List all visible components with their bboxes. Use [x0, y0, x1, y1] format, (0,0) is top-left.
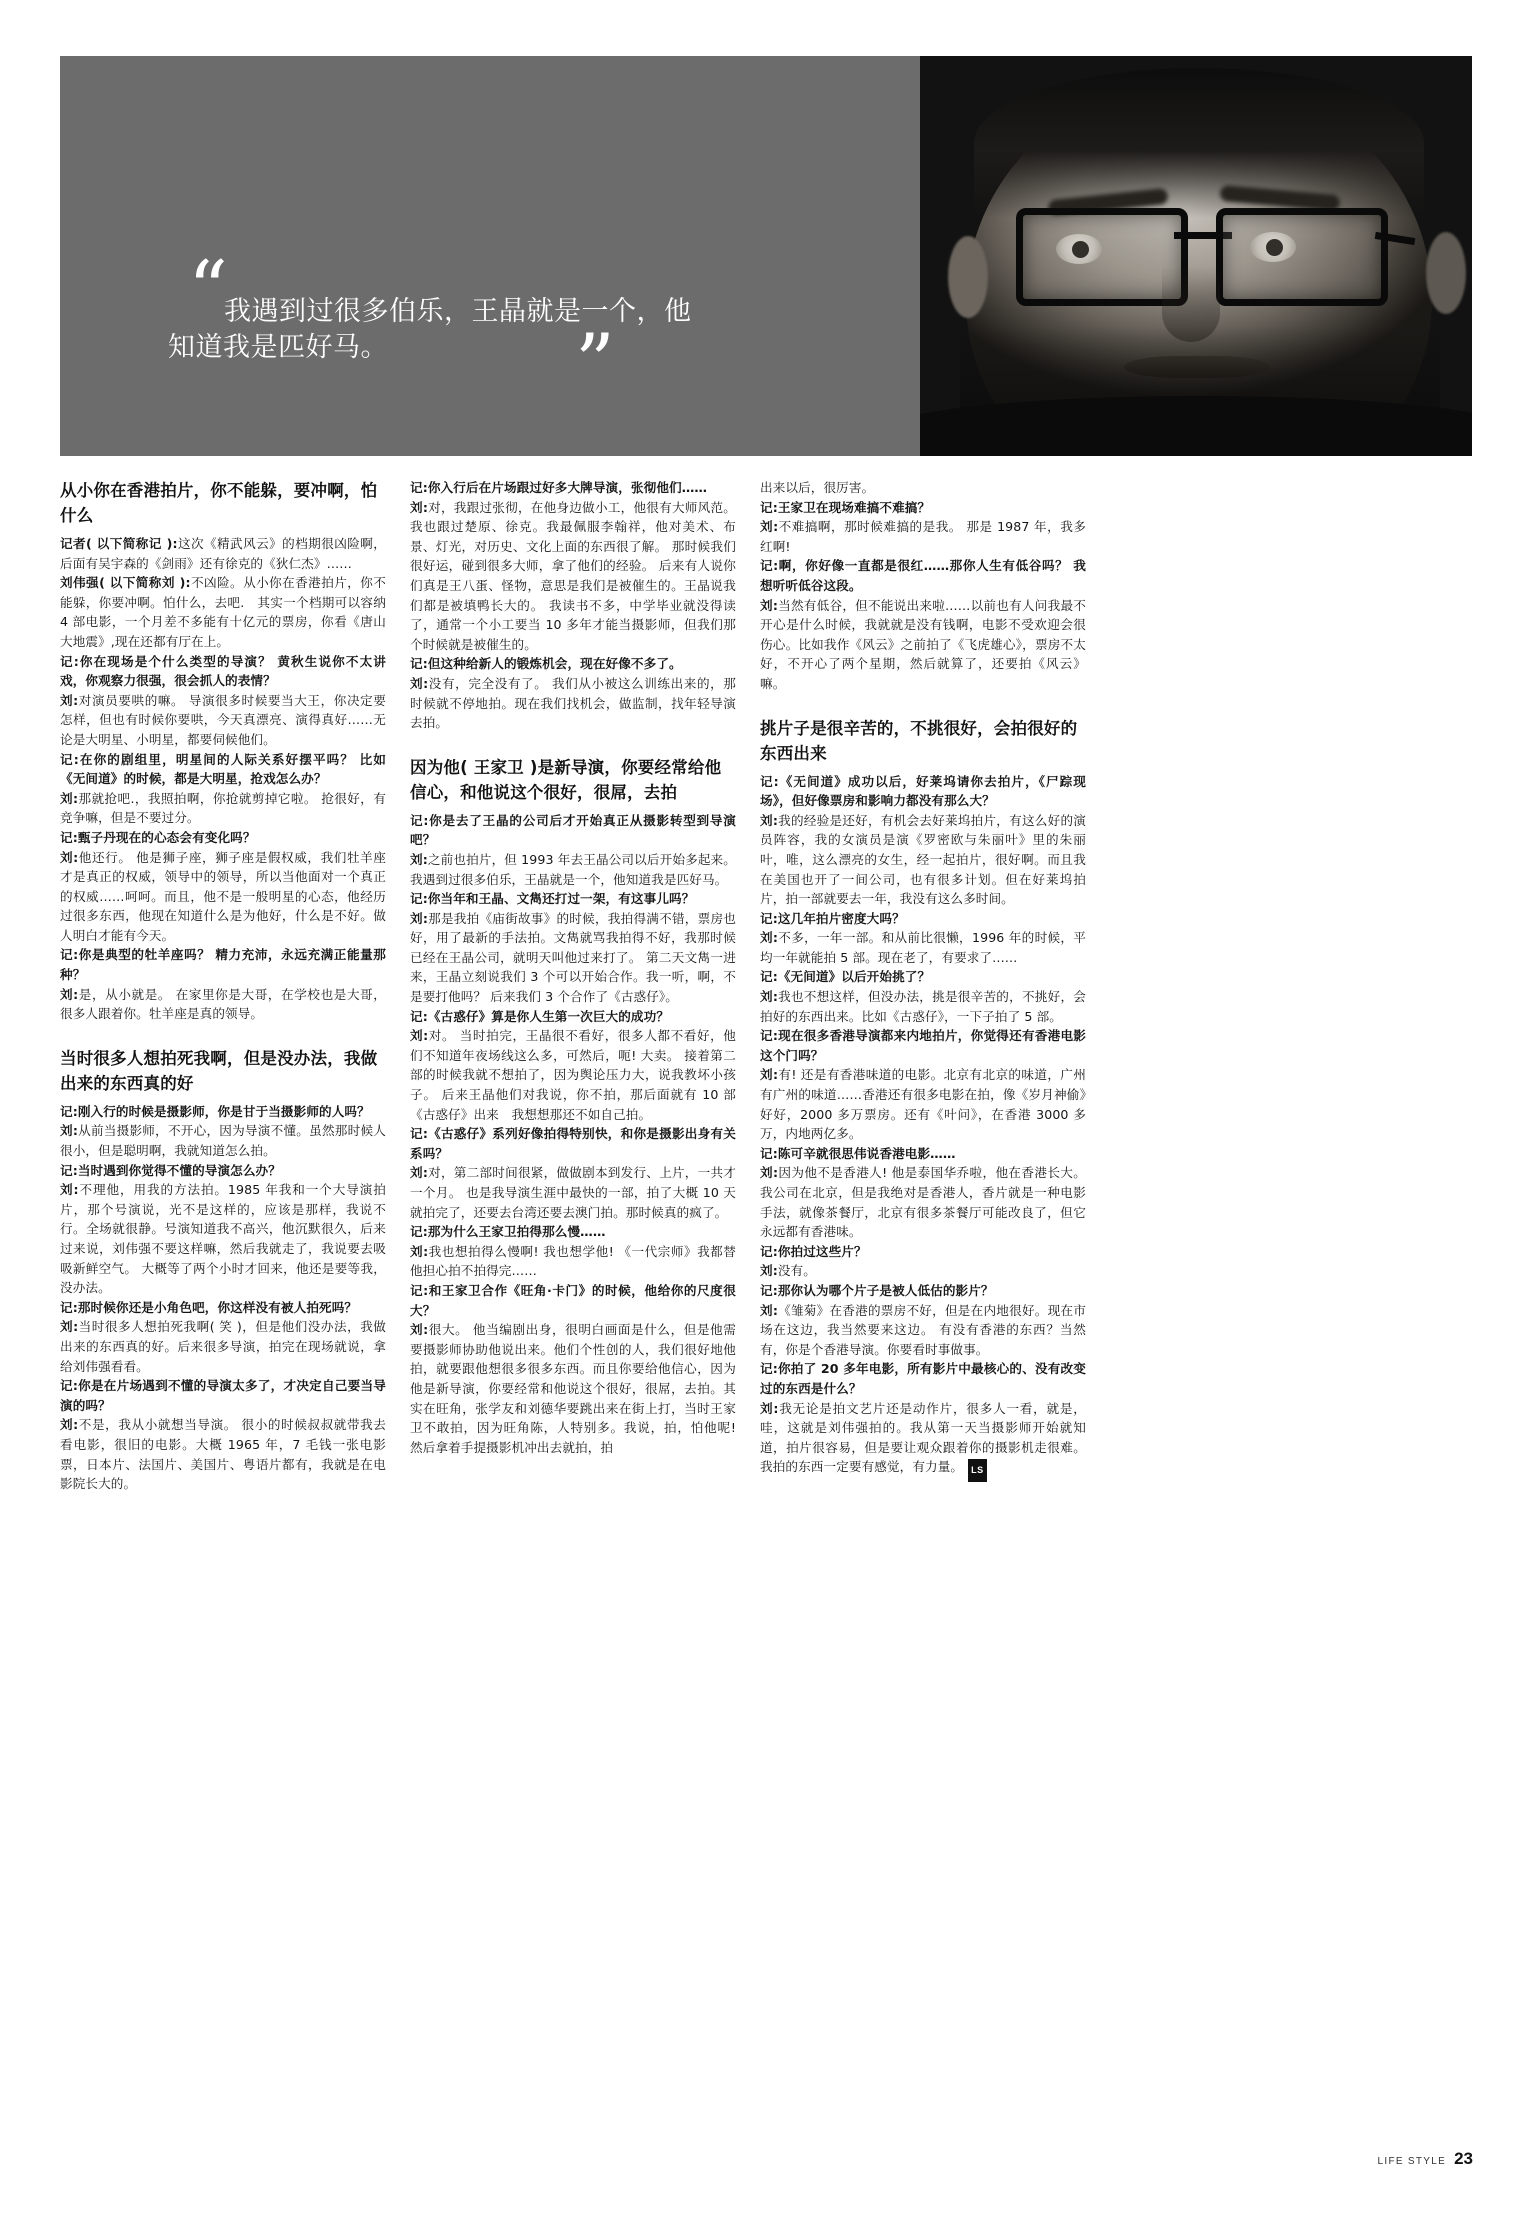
answer-paragraph — [410, 1320, 736, 1457]
answer-paragraph — [60, 985, 386, 1024]
question-paragraph: 记:但这种给新人的锻炼机会，现在好像不多了。 — [410, 656, 682, 672]
answer-paragraph — [410, 1026, 736, 1124]
question-paragraph: 记:你入行后在片场跟过好多大牌导演，张彻他们…… — [410, 480, 708, 495]
ear-left — [948, 236, 988, 318]
paragraph-text: 对。 当时拍完，王晶很不看好，很多人都不看好，他们不知道年夜场线这么多，可然后，呃! 大卖。 接着第二部的时候我就不想拍了，因为舆论压力大，说我教坏小孩子。 后来王晶他们对我说，你不拍，那后面就有 10 部《古惑仔》出来 我想想那还不如自己拍。 — [410, 1028, 736, 1122]
paragraph-text: 对，第二部时间很紧，做做剧本到发行、上片，一共才一个月。 也是我导演生涯中最快的一部，拍了大概 10 天就拍完了，还要去台湾还要去澳门拍。那时候真的疯了。 — [410, 1165, 736, 1220]
paragraph-text: 我无论是拍文艺片还是动作片，很多人一看，就是，哇，这就是刘伟强拍的。我从第一天当摄影师开始就知道，拍片很容易，但是要让观众跟着你的摄影机走很难。我拍的东西一定要有感觉，有力量。 — [760, 1400, 1086, 1475]
pull-quote-panel — [60, 56, 820, 456]
answer-paragraph — [60, 1415, 386, 1493]
paragraph-text: 对，我跟过张彻，在他身边做小工，他很有大师风范。我也跟过楚原、徐克。我最佩服李翰祥，他对美术、布景、灯光，对历史、文化上面的东西很了解。 那时候我们很好运，碰到很多大师，拿了他们的经验。 后来有人说你们真是王八蛋、怪物，意思是我们是被催生的。王晶说我们都是被填鸭长大的。 我读书不多，中学毕业就没得读了，通常一个小工要当 10 多年才能当摄影师，但我们那个时候就是被催生的。 — [410, 499, 736, 652]
answer-paragraph — [760, 1163, 1086, 1241]
paragraph-text: 不理他，用我的方法拍。1985 年我和一个大导演拍片，那个号演说，光不是这样的，应该是那样，我说不行。全场就很静。号演知道我不高兴，他沉默很久，后来过来说，刘伟强不要这样嘛，然后我就走了，我说要去吸吸新鲜空气。 大概等了两个小时才回来，他还是要等我，没办法。 — [60, 1182, 386, 1296]
speaker-label: 刘: — [410, 1028, 429, 1044]
magazine-name: LIFE STYLE — [1377, 2156, 1447, 2167]
speaker-label: 刘: — [60, 849, 79, 865]
question-paragraph: 记:这几年拍片密度大吗？ — [760, 910, 905, 926]
speaker-label: 刘: — [760, 1302, 778, 1318]
speaker-label: 刘: — [760, 597, 778, 613]
question-paragraph: 记:你拍了 20 多年电影，所有影片中最核心的、没有改变过的东西是什么？ — [760, 1361, 1086, 1396]
question-paragraph: 记:甄子丹现在的心态会有变化吗？ — [60, 829, 256, 845]
paragraph-text: 那是我拍《庙街故事》的时候，我拍得满不错，票房也好，用了最新的手法拍。文雋就骂我拍得不好，我那时候已经在王晶公司，就明天叫他过来打了。 第二天文雋一进来，王晶立刻说我们 3 个可以开始合作。我一听，啊，不是要打他吗？ 后来我们 3 个合作了《古惑仔》。 — [410, 910, 736, 1005]
question-paragraph: 记:你是典型的牡羊座吗？ 精力充沛，永远充满正能量那种？ — [60, 947, 386, 983]
lens-right — [1216, 208, 1388, 306]
paragraph-text: 对演员要哄的嘛。 导演很多时候要当大王，你决定要怎样，但也有时候你要哄，今天真漂亮、演得真好……无论是大明星、小明星，都要伺候他们。 — [60, 692, 386, 747]
shoulders — [920, 396, 1472, 456]
question-paragraph: 记:啊，你好像一直都是很红……那你人生有低谷吗？ 我想听听低谷这段。 — [760, 558, 1086, 593]
question-paragraph: 记:那时候你还是小角色吧，你这样没有被人拍死吗？ — [60, 1299, 358, 1315]
speaker-label: 刘: — [760, 519, 779, 535]
question-paragraph: 记:在你的剧组里，明星间的人际关系好摆平吗？ 比如《无间道》的时候，都是大明星，抢戏怎么办？ — [60, 751, 386, 787]
speaker-label: 记者( 以下简称记 ): — [60, 536, 178, 551]
speaker-label: 刘: — [60, 1182, 79, 1198]
section-heading: 挑片子是很辛苦的，不挑很好，会拍很好的东西出来 — [760, 718, 1078, 763]
question-paragraph: 记:现在很多香港导演都来内地拍片，你觉得还有香港电影这个门吗？ — [760, 1028, 1086, 1063]
speaker-label: 刘: — [410, 1322, 429, 1338]
paragraph-text: 我也不想这样，但没办法，挑是很辛苦的，不挑好，会拍好的东西出来。比如《古惑仔》，一下子拍了 5 部。 — [760, 989, 1086, 1024]
speaker-label: 刘: — [410, 910, 428, 926]
speaker-label: 刘: — [60, 790, 79, 806]
paragraph-text: 《雏菊》在香港的票房不好，但是在内地很好。现在市场在这边，我当然要来这边。 有没有香港的东西？当然有，你是个香港导演。你要看时事做事。 — [760, 1302, 1086, 1357]
question-paragraph: 记:你当年和王晶、文雋还打过一架，有这事儿吗？ — [410, 891, 695, 907]
speaker-label: 刘: — [410, 1165, 428, 1181]
answer-paragraph — [60, 534, 386, 573]
answer-paragraph — [760, 1065, 1086, 1143]
speaker-label: 刘伟强( 以下简称刘 ): — [60, 575, 191, 591]
paragraph-text: 之前也拍片，但 1993 年去王晶公司以后开始多起来。我遇到过很多伯乐，王晶就是一个，他知道我是匹好马。 — [410, 851, 736, 887]
answer-paragraph — [410, 1242, 736, 1281]
paragraph-text: 这次《精武风云》的档期很凶险啊，后面有吴宇森的《剑雨》还有徐克的《狄仁杰》…… — [60, 536, 386, 571]
speaker-label: 刘: — [760, 930, 779, 946]
quote-close-icon: ” — [575, 318, 617, 408]
answer-paragraph — [760, 517, 1086, 556]
section-heading: 因为他( 王家卫 )是新导演，你要经常给他信心，和他说这个很好，很屌，去拍 — [410, 757, 722, 802]
text-column — [410, 478, 736, 1494]
question-paragraph: 记:《无间道》成功以后，好莱坞请你去拍片，《尸踪现场》，但好像票房和影响力都没有那么大？ — [760, 773, 1086, 809]
speaker-label: 刘: — [760, 989, 778, 1005]
paragraph-text: 是，从小就是。 在家里你是大哥，在学校也是大哥，很多人跟着你。牡羊座是真的领导。 — [60, 986, 386, 1022]
question-paragraph: 记:你是在片场遇到不懂的导演太多了，才决定自己要当导演的吗？ — [60, 1378, 386, 1413]
paragraph-text: 当时很多人想拍死我啊( 笑 )，但是他们没办法，我做出来的东西真的好。后来很多导演，拍完在现场就说，拿给刘伟强看看。 — [60, 1319, 386, 1374]
answer-paragraph — [60, 789, 386, 828]
speaker-label: 刘: — [60, 1417, 79, 1433]
speaker-label: 刘: — [60, 1319, 79, 1335]
speaker-label: 刘: — [760, 1400, 779, 1416]
speaker-label: 刘: — [60, 1123, 78, 1139]
paragraph-text: 因为他不是香港人! 他是泰国华乔啦，他在香港长大。我公司在北京，但是我绝对是香港人，香片就是一种电影手法，就像茶餐厅，北京有很多茶餐厅可能改良了，但它永远都有香港味。 — [760, 1165, 1086, 1240]
question-paragraph: 记:《无间道》以后开始挑了？ — [760, 969, 931, 985]
paragraph-text: 没有，完全没有了。 我们从小被这么训练出来的，那时候就不停地拍。现在我们找机会，做监制，找年轻导演去拍。 — [410, 675, 736, 731]
answer-paragraph — [760, 1399, 1086, 1482]
speaker-label: 刘: — [760, 1263, 778, 1279]
question-paragraph: 记:刚入行的时候是摄影师，你是甘于当摄影师的人吗？ — [60, 1103, 370, 1119]
hero-banner — [60, 56, 1472, 456]
answer-paragraph — [60, 848, 386, 946]
section-heading: 从小你在香港拍片，你不能躲，要冲啊，怕什么 — [60, 481, 378, 525]
question-paragraph: 记:那你认为哪个片子是被人低估的影片？ — [760, 1282, 994, 1298]
paragraph-text: 有! 还是有香港味道的电影。北京有北京的味道，广州有广州的味道……香港还有很多电影在拍，像《岁月神偷》好好，2000 多万票房。还有《叶问》，在香港 3000 多万，内地两亿多。 — [760, 1067, 1086, 1142]
answer-paragraph — [760, 1301, 1086, 1360]
paragraph-text: 我的经验是还好，有机会去好莱坞拍片，有这么好的演员阵容，我的女演员是演《罗密欧与朱丽叶》里的朱丽叶，唯，这么漂亮的女生，经一起拍片，很好啊。而且我在美国也开了一间公司，也有很多计划。但在好莱坞拍片，拍一部就要去一年，我没有这么多时间。 — [760, 812, 1086, 907]
answer-paragraph — [60, 573, 386, 651]
answer-paragraph — [410, 850, 736, 889]
question-paragraph: 记:《古惑仔》算是你人生第一次巨大的成功？ — [410, 1008, 670, 1024]
question-paragraph: 记:《古惑仔》系列好像拍得特别快，和你是摄影出身有关系吗？ — [410, 1126, 736, 1161]
question-paragraph: 记:当时遇到你觉得不懂的导演怎么办？ — [60, 1162, 281, 1178]
answer-paragraph — [760, 1261, 1086, 1281]
question-paragraph: 记:你在现场是个什么类型的导演？ 黄秋生说你不太讲戏，你观察力很强，很会抓人的表情？ — [60, 653, 386, 689]
paragraph-text: 没有。 — [777, 1263, 816, 1279]
text-column — [760, 478, 1086, 1494]
question-paragraph: 记:那为什么王家卫拍得那么慢…… — [410, 1224, 606, 1240]
speaker-label: 刘: — [410, 851, 428, 867]
answer-paragraph — [760, 811, 1086, 909]
quote-open-icon: “ — [188, 245, 230, 335]
text-column — [60, 478, 386, 1494]
question-paragraph: 记:陈可辛就很思伟说香港电影…… — [760, 1145, 956, 1161]
ear-right — [1426, 232, 1466, 314]
page-number: 23 — [1454, 2149, 1473, 2168]
question-paragraph: 记:王家卫在现场难搞不难搞？ — [760, 499, 931, 515]
answer-paragraph — [410, 909, 736, 1007]
speaker-label: 刘: — [60, 986, 79, 1002]
portrait-photo — [920, 56, 1472, 456]
pull-quote-text: 我遇到过很多伯乐，王晶就是一个，他知道我是匹好马。 — [168, 296, 692, 363]
speaker-label: 刘: — [410, 1243, 429, 1259]
question-paragraph: 记:你拍过这些片？ — [760, 1243, 867, 1259]
paragraph-text: 不是，我从小就想当导演。 很小的时候叔叔就带我去看电影，很旧的电影。大概 1965 年，7 毛钱一张电影票，日本片、法国片、美国片、粤语片都有，我就是在电影院长大的。 — [60, 1417, 386, 1492]
speaker-label: 刘: — [760, 1165, 779, 1181]
paragraph-text: 不凶险。从小你在香港拍片，你不能躲，你要冲啊。怕什么，去吧. 其实一个档期可以容纳 4 部电影，一个月差不多能有十亿元的票房，你看《唐山大地震》,现在还都有厅在上。 — [60, 575, 386, 649]
question-paragraph: 记:和王家卫合作《旺角·卡门》的时候，他给你的尺度很大？ — [410, 1282, 736, 1318]
answer-paragraph — [60, 1121, 386, 1160]
answer-paragraph — [760, 596, 1086, 694]
speaker-label: 刘: — [60, 692, 79, 708]
paragraph-text: 从前当摄影师，不开心，因为导演不懂。虽然那时候人很小，但是聪明啊，我就知道怎么拍。 — [60, 1123, 386, 1159]
answer-paragraph — [60, 691, 386, 750]
paragraph-text: 当然有低谷，但不能说出来啦……以前也有人问我最不开心是什么时候，我就就是没有钱啊，电影不受欢迎会很伤心。比如我作《风云》之前拍了《飞虎雄心》，票房不太好，不开心了两个星期，然后就算了，还要拍《风云》嘛。 — [760, 597, 1086, 691]
speaker-label: 刘: — [410, 675, 429, 691]
answer-paragraph — [760, 987, 1086, 1026]
answer-paragraph — [410, 498, 736, 655]
answer-paragraph — [410, 674, 736, 733]
answer-paragraph — [60, 1317, 386, 1376]
paragraph-text: 很大。 他当编剧出身，很明白画面是什么，但是他需要摄影师协助他说出来。他们个性创的人，我们很好地他拍，就要跟他想很多很多东西。而且你要给他信心，因为他是新导演，你要经常和他说这个很好，很屌，去拍。其实在旺角，张学友和刘德华要跳出来在街上打，当时王家卫不敢拍，因为旺角陈，人特别多。我说，拍，怕他呢! 然后拿着手提摄影机冲出去就拍，拍 — [410, 1322, 736, 1455]
paragraph-text: 他还行。 他是狮子座，狮子座是假权威，我们牡羊座才是真正的权威，领导中的领导，所以当他面对一个真正的权威……呵呵。而且，他不是一般明星的心态，他经历过很多东西，他现在知道什么是为他好，什么是不好。做人明白才能有今天。 — [60, 849, 386, 943]
speaker-label: 刘: — [410, 499, 428, 515]
answer-paragraph: 出来以后，很厉害。 — [760, 480, 875, 495]
paragraph-text: 我也想拍得么慢啊! 我也想学他! 《一代宗师》我都替他担心拍不拍得完…… — [410, 1243, 736, 1279]
article-columns — [60, 478, 1472, 1494]
answer-paragraph — [60, 1180, 386, 1298]
paragraph-text: 那就抢吧.，我照拍啊，你抢就剪掉它啦。 抢很好，有竞争嘛，但是不要过分。 — [60, 790, 386, 826]
paragraph-text: 不多，一年一部。和从前比很懒，1996 年的时候，平均一年就能拍 5 部。现在老了，有要求了…… — [760, 930, 1086, 965]
section-heading: 当时很多人想拍死我啊，但是没办法，我做出来的东西真的好 — [60, 1048, 378, 1093]
hair-shape — [974, 68, 1424, 218]
question-paragraph: 记:你是去了王晶的公司后才开始真正从摄影转型到导演吧？ — [410, 812, 736, 848]
paragraph-text: 不难搞啊，那时候难搞的是我。 那是 1987 年，我多红啊! — [760, 519, 1086, 554]
answer-paragraph — [410, 1163, 736, 1222]
speaker-label: 刘: — [760, 1067, 779, 1083]
end-of-article-mark: LS — [968, 1459, 987, 1482]
answer-paragraph — [760, 928, 1086, 967]
page-footer — [1378, 2149, 1474, 2169]
speaker-label: 刘: — [760, 812, 778, 828]
